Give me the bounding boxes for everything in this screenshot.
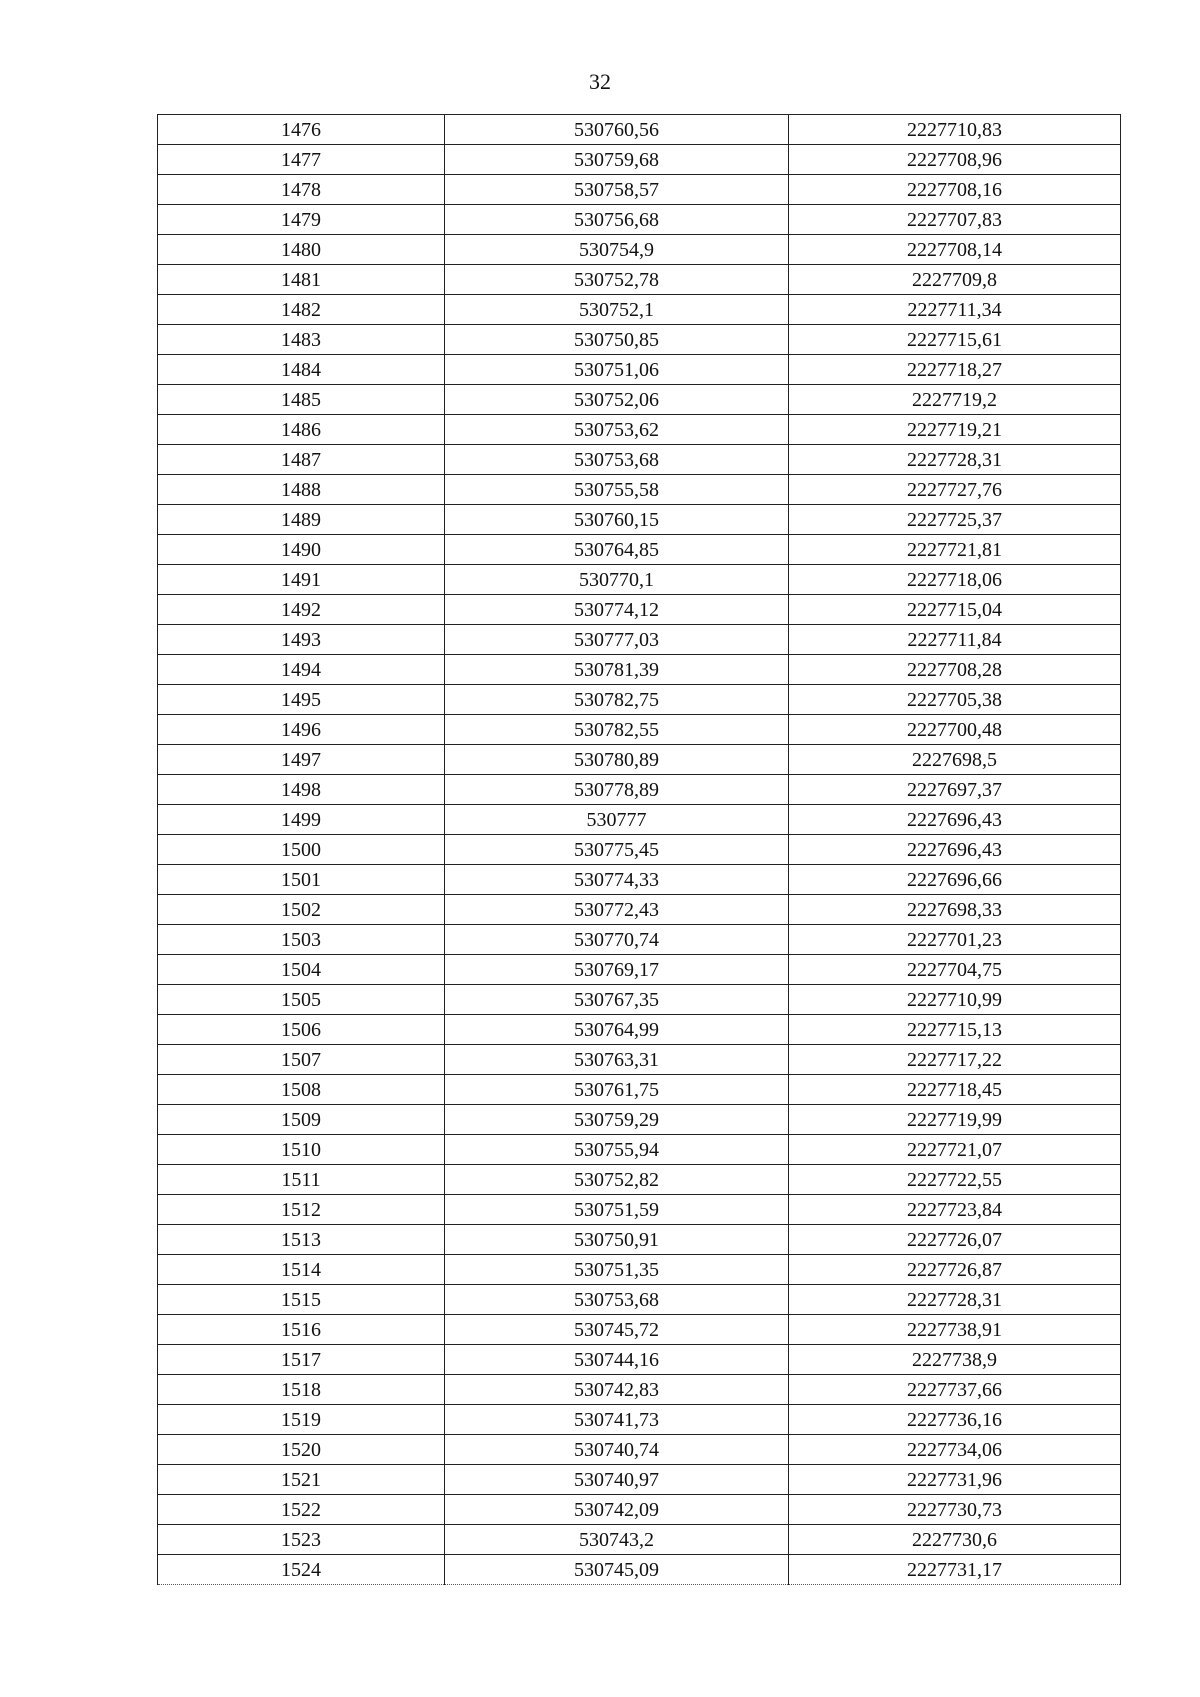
point-number-cell: 1523 [158, 1525, 445, 1555]
point-number-cell: 1518 [158, 1375, 445, 1405]
point-number-cell: 1515 [158, 1285, 445, 1315]
point-number-cell: 1524 [158, 1555, 445, 1585]
y-coordinate-cell: 2227719,21 [789, 415, 1121, 445]
table-row [158, 1405, 1121, 1435]
point-number-cell: 1498 [158, 775, 445, 805]
y-coordinate-cell: 2227704,75 [789, 955, 1121, 985]
y-coordinate-cell: 2227718,27 [789, 355, 1121, 385]
y-coordinate-cell: 2227719,2 [789, 385, 1121, 415]
x-coordinate-cell: 530752,78 [445, 265, 789, 295]
x-coordinate-cell: 530759,29 [445, 1105, 789, 1135]
y-coordinate-cell: 2227736,16 [789, 1405, 1121, 1435]
point-number-cell: 1487 [158, 445, 445, 475]
point-number-cell: 1500 [158, 835, 445, 865]
table-row [158, 655, 1121, 685]
point-number-cell: 1521 [158, 1465, 445, 1495]
x-coordinate-cell: 530742,83 [445, 1375, 789, 1405]
y-coordinate-cell: 2227708,96 [789, 145, 1121, 175]
point-number-cell: 1484 [158, 355, 445, 385]
table-row [158, 355, 1121, 385]
point-number-cell: 1495 [158, 685, 445, 715]
table-row [158, 1015, 1121, 1045]
y-coordinate-cell: 2227708,14 [789, 235, 1121, 265]
y-coordinate-cell: 2227710,99 [789, 985, 1121, 1015]
x-coordinate-cell: 530764,85 [445, 535, 789, 565]
x-coordinate-cell: 530752,06 [445, 385, 789, 415]
x-coordinate-cell: 530740,74 [445, 1435, 789, 1465]
table-row [158, 1375, 1121, 1405]
point-number-cell: 1512 [158, 1195, 445, 1225]
x-coordinate-cell: 530760,56 [445, 115, 789, 145]
x-coordinate-cell: 530742,09 [445, 1495, 789, 1525]
point-number-cell: 1510 [158, 1135, 445, 1165]
point-number-cell: 1492 [158, 595, 445, 625]
y-coordinate-cell: 2227708,16 [789, 175, 1121, 205]
y-coordinate-cell: 2227701,23 [789, 925, 1121, 955]
x-coordinate-cell: 530769,17 [445, 955, 789, 985]
table-row [158, 1495, 1121, 1525]
y-coordinate-cell: 2227708,28 [789, 655, 1121, 685]
x-coordinate-cell: 530751,35 [445, 1255, 789, 1285]
x-coordinate-cell: 530745,09 [445, 1555, 789, 1585]
x-coordinate-cell: 530759,68 [445, 145, 789, 175]
y-coordinate-cell: 2227721,07 [789, 1135, 1121, 1165]
x-coordinate-cell: 530772,43 [445, 895, 789, 925]
x-coordinate-cell: 530745,72 [445, 1315, 789, 1345]
point-number-cell: 1502 [158, 895, 445, 925]
point-number-cell: 1488 [158, 475, 445, 505]
point-number-cell: 1513 [158, 1225, 445, 1255]
point-number-cell: 1511 [158, 1165, 445, 1195]
y-coordinate-cell: 2227707,83 [789, 205, 1121, 235]
y-coordinate-cell: 2227734,06 [789, 1435, 1121, 1465]
y-coordinate-cell: 2227715,61 [789, 325, 1121, 355]
x-coordinate-cell: 530774,12 [445, 595, 789, 625]
x-coordinate-cell: 530752,1 [445, 295, 789, 325]
table-row [158, 385, 1121, 415]
coordinates-table-body [158, 115, 1121, 1585]
y-coordinate-cell: 2227738,9 [789, 1345, 1121, 1375]
point-number-cell: 1504 [158, 955, 445, 985]
point-number-cell: 1522 [158, 1495, 445, 1525]
y-coordinate-cell: 2227738,91 [789, 1315, 1121, 1345]
point-number-cell: 1483 [158, 325, 445, 355]
table-row [158, 205, 1121, 235]
y-coordinate-cell: 2227698,33 [789, 895, 1121, 925]
point-number-cell: 1494 [158, 655, 445, 685]
table-row [158, 325, 1121, 355]
x-coordinate-cell: 530782,55 [445, 715, 789, 745]
table-row [158, 1555, 1121, 1585]
table-row [158, 715, 1121, 745]
y-coordinate-cell: 2227726,87 [789, 1255, 1121, 1285]
table-row [158, 1075, 1121, 1105]
point-number-cell: 1509 [158, 1105, 445, 1135]
table-row [158, 1045, 1121, 1075]
table-row [158, 1225, 1121, 1255]
x-coordinate-cell: 530755,94 [445, 1135, 789, 1165]
y-coordinate-cell: 2227696,66 [789, 865, 1121, 895]
point-number-cell: 1501 [158, 865, 445, 895]
x-coordinate-cell: 530740,97 [445, 1465, 789, 1495]
table-row [158, 1345, 1121, 1375]
table-row [158, 265, 1121, 295]
point-number-cell: 1517 [158, 1345, 445, 1375]
x-coordinate-cell: 530764,99 [445, 1015, 789, 1045]
table-row [158, 415, 1121, 445]
x-coordinate-cell: 530758,57 [445, 175, 789, 205]
x-coordinate-cell: 530744,16 [445, 1345, 789, 1375]
table-row [158, 1285, 1121, 1315]
x-coordinate-cell: 530743,2 [445, 1525, 789, 1555]
table-row [158, 1165, 1121, 1195]
x-coordinate-cell: 530770,74 [445, 925, 789, 955]
y-coordinate-cell: 2227728,31 [789, 445, 1121, 475]
y-coordinate-cell: 2227696,43 [789, 835, 1121, 865]
y-coordinate-cell: 2227731,96 [789, 1465, 1121, 1495]
point-number-cell: 1481 [158, 265, 445, 295]
table-row [158, 445, 1121, 475]
table-row [158, 625, 1121, 655]
table-row [158, 955, 1121, 985]
x-coordinate-cell: 530753,68 [445, 445, 789, 475]
x-coordinate-cell: 530751,59 [445, 1195, 789, 1225]
y-coordinate-cell: 2227696,43 [789, 805, 1121, 835]
y-coordinate-cell: 2227715,04 [789, 595, 1121, 625]
table-row [158, 505, 1121, 535]
table-row [158, 805, 1121, 835]
point-number-cell: 1520 [158, 1435, 445, 1465]
table-row [158, 1465, 1121, 1495]
x-coordinate-cell: 530767,35 [445, 985, 789, 1015]
x-coordinate-cell: 530750,85 [445, 325, 789, 355]
point-number-cell: 1485 [158, 385, 445, 415]
page-number: 32 [589, 69, 611, 94]
table-row [158, 1195, 1121, 1225]
x-coordinate-cell: 530777,03 [445, 625, 789, 655]
point-number-cell: 1491 [158, 565, 445, 595]
x-coordinate-cell: 530754,9 [445, 235, 789, 265]
y-coordinate-cell: 2227718,06 [789, 565, 1121, 595]
y-coordinate-cell: 2227709,8 [789, 265, 1121, 295]
table-row [158, 685, 1121, 715]
table-row [158, 565, 1121, 595]
table-row [158, 595, 1121, 625]
table-row [158, 1105, 1121, 1135]
x-coordinate-cell: 530774,33 [445, 865, 789, 895]
y-coordinate-cell: 2227705,38 [789, 685, 1121, 715]
x-coordinate-cell: 530755,58 [445, 475, 789, 505]
point-number-cell: 1490 [158, 535, 445, 565]
table-row [158, 535, 1121, 565]
point-number-cell: 1479 [158, 205, 445, 235]
table-row [158, 835, 1121, 865]
point-number-cell: 1519 [158, 1405, 445, 1435]
y-coordinate-cell: 2227721,81 [789, 535, 1121, 565]
point-number-cell: 1506 [158, 1015, 445, 1045]
y-coordinate-cell: 2227719,99 [789, 1105, 1121, 1135]
point-number-cell: 1516 [158, 1315, 445, 1345]
point-number-cell: 1496 [158, 715, 445, 745]
point-number-cell: 1508 [158, 1075, 445, 1105]
table-row [158, 1315, 1121, 1345]
y-coordinate-cell: 2227730,6 [789, 1525, 1121, 1555]
y-coordinate-cell: 2227718,45 [789, 1075, 1121, 1105]
point-number-cell: 1514 [158, 1255, 445, 1285]
table-row [158, 145, 1121, 175]
point-number-cell: 1499 [158, 805, 445, 835]
table-row [158, 115, 1121, 145]
table-row [158, 1525, 1121, 1555]
point-number-cell: 1507 [158, 1045, 445, 1075]
x-coordinate-cell: 530777 [445, 805, 789, 835]
y-coordinate-cell: 2227711,34 [789, 295, 1121, 325]
x-coordinate-cell: 530780,89 [445, 745, 789, 775]
x-coordinate-cell: 530753,68 [445, 1285, 789, 1315]
point-number-cell: 1489 [158, 505, 445, 535]
x-coordinate-cell: 530751,06 [445, 355, 789, 385]
table-row [158, 475, 1121, 505]
y-coordinate-cell: 2227730,73 [789, 1495, 1121, 1525]
y-coordinate-cell: 2227697,37 [789, 775, 1121, 805]
point-number-cell: 1505 [158, 985, 445, 1015]
y-coordinate-cell: 2227715,13 [789, 1015, 1121, 1045]
y-coordinate-cell: 2227711,84 [789, 625, 1121, 655]
y-coordinate-cell: 2227700,48 [789, 715, 1121, 745]
y-coordinate-cell: 2227728,31 [789, 1285, 1121, 1315]
point-number-cell: 1486 [158, 415, 445, 445]
table-row [158, 1135, 1121, 1165]
table-row [158, 745, 1121, 775]
x-coordinate-cell: 530775,45 [445, 835, 789, 865]
y-coordinate-cell: 2227726,07 [789, 1225, 1121, 1255]
point-number-cell: 1480 [158, 235, 445, 265]
point-number-cell: 1493 [158, 625, 445, 655]
point-number-cell: 1482 [158, 295, 445, 325]
table-row [158, 235, 1121, 265]
y-coordinate-cell: 2227731,17 [789, 1555, 1121, 1585]
x-coordinate-cell: 530760,15 [445, 505, 789, 535]
y-coordinate-cell: 2227722,55 [789, 1165, 1121, 1195]
coordinates-table [157, 114, 1121, 1585]
point-number-cell: 1497 [158, 745, 445, 775]
x-coordinate-cell: 530782,75 [445, 685, 789, 715]
y-coordinate-cell: 2227737,66 [789, 1375, 1121, 1405]
table-row [158, 775, 1121, 805]
point-number-cell: 1476 [158, 115, 445, 145]
y-coordinate-cell: 2227725,37 [789, 505, 1121, 535]
x-coordinate-cell: 530741,73 [445, 1405, 789, 1435]
point-number-cell: 1503 [158, 925, 445, 955]
point-number-cell: 1477 [158, 145, 445, 175]
table-row [158, 865, 1121, 895]
table-row [158, 175, 1121, 205]
y-coordinate-cell: 2227727,76 [789, 475, 1121, 505]
y-coordinate-cell: 2227698,5 [789, 745, 1121, 775]
x-coordinate-cell: 530752,82 [445, 1165, 789, 1195]
table-row [158, 1255, 1121, 1285]
x-coordinate-cell: 530756,68 [445, 205, 789, 235]
table-row [158, 295, 1121, 325]
x-coordinate-cell: 530778,89 [445, 775, 789, 805]
x-coordinate-cell: 530761,75 [445, 1075, 789, 1105]
x-coordinate-cell: 530750,91 [445, 1225, 789, 1255]
x-coordinate-cell: 530781,39 [445, 655, 789, 685]
point-number-cell: 1478 [158, 175, 445, 205]
x-coordinate-cell: 530770,1 [445, 565, 789, 595]
y-coordinate-cell: 2227717,22 [789, 1045, 1121, 1075]
table-row [158, 1435, 1121, 1465]
y-coordinate-cell: 2227723,84 [789, 1195, 1121, 1225]
table-row [158, 895, 1121, 925]
y-coordinate-cell: 2227710,83 [789, 115, 1121, 145]
table-row [158, 925, 1121, 955]
x-coordinate-cell: 530753,62 [445, 415, 789, 445]
x-coordinate-cell: 530763,31 [445, 1045, 789, 1075]
table-row [158, 985, 1121, 1015]
